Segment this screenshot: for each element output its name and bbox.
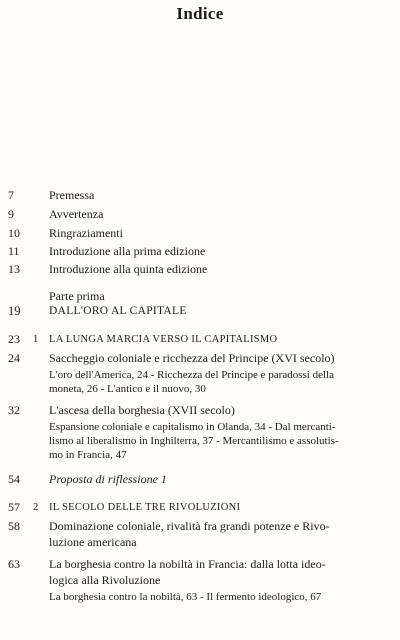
section-title: logica alla Rivoluzione (49, 573, 161, 587)
subsection-line: moneta, 26 - L'antico e il nuovo, 30 (49, 383, 206, 395)
section-title: La borghesia contro la nobiltà in Francia: dalla lotta ideo- (49, 557, 326, 571)
section-title: Saccheggio coloniale e ricchezza del Principe (XVI secolo) (49, 351, 335, 365)
chapter-number: 1 (33, 334, 39, 345)
page-number: 58 (8, 519, 20, 533)
page-number: 54 (8, 472, 20, 486)
page-number: 63 (8, 557, 20, 571)
entry-title: Premessa (49, 188, 95, 202)
entry-title: Ringraziamenti (49, 226, 123, 240)
page-number: 7 (8, 188, 14, 202)
part-label: Parte prima (49, 289, 105, 303)
entry-title: Avvertenza (49, 207, 104, 221)
section-title: luzione americana (49, 535, 137, 549)
subsection-line: L'oro dell'America, 24 - Ricchezza del Principe e paradossi della (49, 369, 334, 381)
page-number: 9 (8, 207, 14, 221)
part-title: DALL'ORO AL CAPITALE (49, 305, 187, 317)
subsection-line: Espansione coloniale e capitalismo in Olanda, 34 - Dal mercanti- (49, 421, 336, 433)
page-number: 13 (8, 262, 20, 276)
page-title: Indice (176, 4, 224, 23)
page-number: 24 (8, 351, 20, 365)
chapter-number: 2 (33, 502, 39, 513)
page-number: 19 (8, 304, 21, 318)
subsection-line: mo in Francia, 47 (49, 449, 127, 461)
section-title: L'ascesa della borghesia (XVII secolo) (49, 403, 235, 417)
page-number: 11 (8, 244, 20, 258)
chapter-title: IL SECOLO DELLE TRE RIVOLUZIONI (49, 502, 241, 513)
subsection-line: La borghesia contro la nobiltà, 63 - Il fermento ideologico, 67 (49, 591, 322, 603)
section-title: Dominazione coloniale, rivalità fra grandi potenze e Rivo- (49, 519, 330, 533)
page-number: 32 (8, 403, 20, 417)
page-number: 23 (8, 332, 20, 346)
entry-title: Introduzione alla prima edizione (49, 244, 206, 258)
chapter-title: LA LUNGA MARCIA VERSO IL CAPITALISMO (49, 334, 278, 345)
subsection-line: lismo al liberalismo in Inghilterra, 37 - Mercantilismo e assolutis- (49, 435, 339, 447)
page-number: 57 (8, 500, 20, 514)
entry-title: Introduzione alla quinta edizione (49, 262, 208, 276)
reflection-title: Proposta di riflessione 1 (49, 472, 167, 486)
page-number: 10 (8, 226, 20, 240)
